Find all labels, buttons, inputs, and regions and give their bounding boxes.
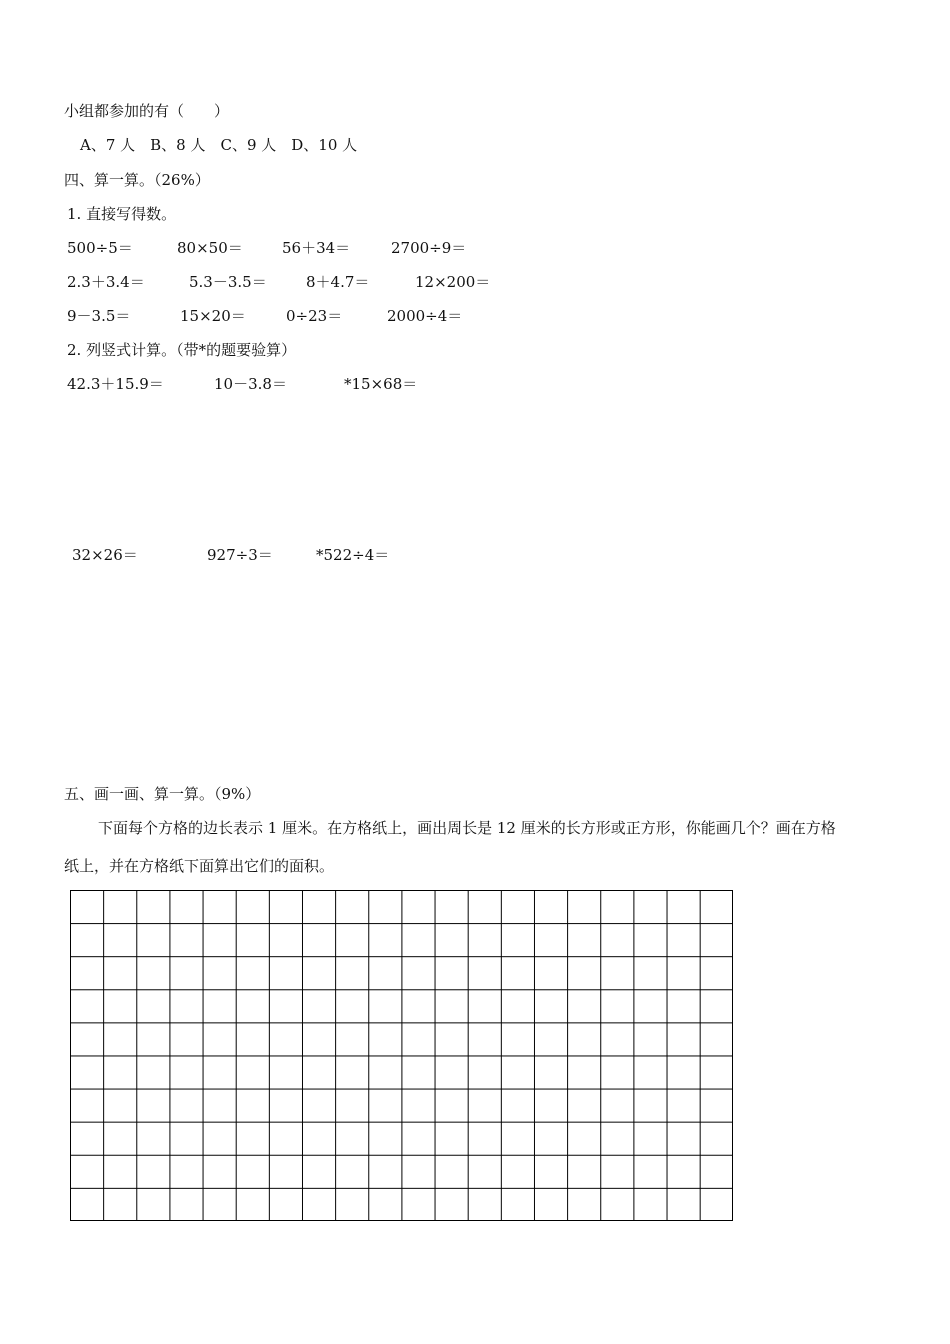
vertical-calc-item: 42.3＋15.9＝	[67, 375, 164, 393]
answer-options: A、7 人 B、8 人 C、9 人 D、10 人	[80, 136, 358, 154]
calc-item: 9－3.5＝	[67, 307, 131, 325]
calc-item: 2700÷9＝	[391, 239, 467, 257]
square-grid-paper	[70, 890, 733, 1221]
calc-item: 0÷23＝	[286, 307, 343, 325]
vertical-calc-item: *15×68＝	[344, 375, 418, 393]
section-four-title: 四、算一算。（26%）	[64, 171, 210, 189]
part-one-title: 1. 直接写得数。	[67, 205, 177, 223]
part-two-title: 2. 列竖式计算。（带*的题要验算）	[67, 341, 297, 359]
calc-item: 2.3＋3.4＝	[67, 273, 145, 291]
vertical-calc-item: 927÷3＝	[207, 546, 273, 564]
calc-item: 80×50＝	[177, 239, 243, 257]
calc-item: 56＋34＝	[282, 239, 351, 257]
section-five-paragraph-line2: 纸上，并在方格纸下面算出它们的面积。	[64, 857, 335, 875]
calc-item: 5.3－3.5＝	[189, 273, 267, 291]
vertical-calc-item: 10－3.8＝	[214, 375, 287, 393]
calc-item: 12×200＝	[415, 273, 491, 291]
calc-item: 15×20＝	[180, 307, 246, 325]
section-five-title: 五、画一画、算一算。（9%）	[64, 785, 261, 803]
question-end-line: 小组都参加的有（ ）	[64, 102, 230, 120]
section-five-paragraph-line1: 下面每个方格的边长表示 1 厘米。在方格纸上，画出周长是 12 厘米的长方形或正方形，你能画几个？画在方格	[98, 819, 836, 837]
calc-item: 500÷5＝	[67, 239, 133, 257]
calc-item: 2000÷4＝	[387, 307, 463, 325]
vertical-calc-item: 32×26＝	[72, 546, 138, 564]
calc-item: 8＋4.7＝	[306, 273, 370, 291]
vertical-calc-item: *522÷4＝	[316, 546, 390, 564]
